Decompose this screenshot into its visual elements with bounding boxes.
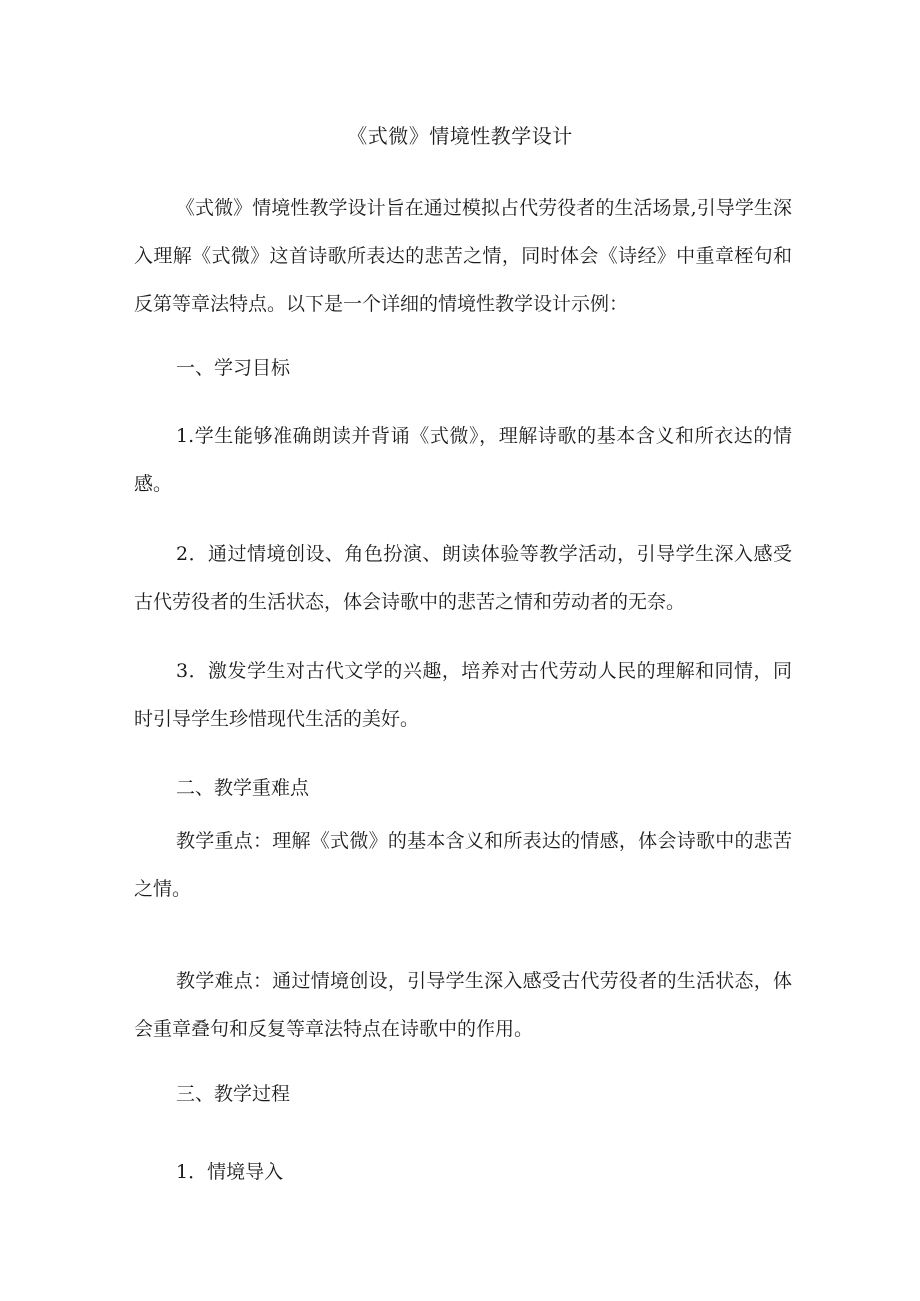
goal-item-3: 3．激发学生对古代文学的兴趣，培养对古代劳动人民的理解和同情，同时引导学生珍惜现代生活的美好。 xyxy=(134,660,792,730)
teaching-focus-paragraph: 教学重点：理解《式微》的基本含义和所表达的情感，体会诗歌中的悲苦之情。 xyxy=(134,830,792,900)
section-heading-key-points: 二、教学重难点 xyxy=(176,777,310,799)
goal-item-1: 1.学生能够准确朗读并背诵《式微》，理解诗歌的基本含义和所衣达的情感。 xyxy=(134,425,792,495)
document-title: 《式微》情境性教学设计 xyxy=(347,124,573,148)
section-heading-teaching-process: 三、教学过程 xyxy=(176,1083,291,1105)
teaching-difficulty-paragraph: 教学难点：通过情境创设，引导学生深入感受古代劳役者的生活状态，体会重章叠句和反复等章法特点在诗歌中的作用。 xyxy=(134,970,792,1040)
intro-paragraph: 《式微》情境性教学设计旨在通过模拟占代劳役者的生活场景,引导学生深入理解《式微》这首诗歌所表达的悲苦之情，同时体会《诗经》中重章桎句和反第等章法特点。以下是一个详细的情境性教学设计示例： xyxy=(134,197,792,315)
process-item-1: 1．情境导入 xyxy=(176,1161,284,1183)
section-heading-learning-goals: 一、学习目标 xyxy=(176,357,291,379)
goal-item-2: 2．通过情境创设、角色扮演、朗读体验等教学活动，引导学生深入感受古代劳役者的生活状态，体会诗歌中的悲苦之情和劳动者的无奈。 xyxy=(134,543,792,613)
